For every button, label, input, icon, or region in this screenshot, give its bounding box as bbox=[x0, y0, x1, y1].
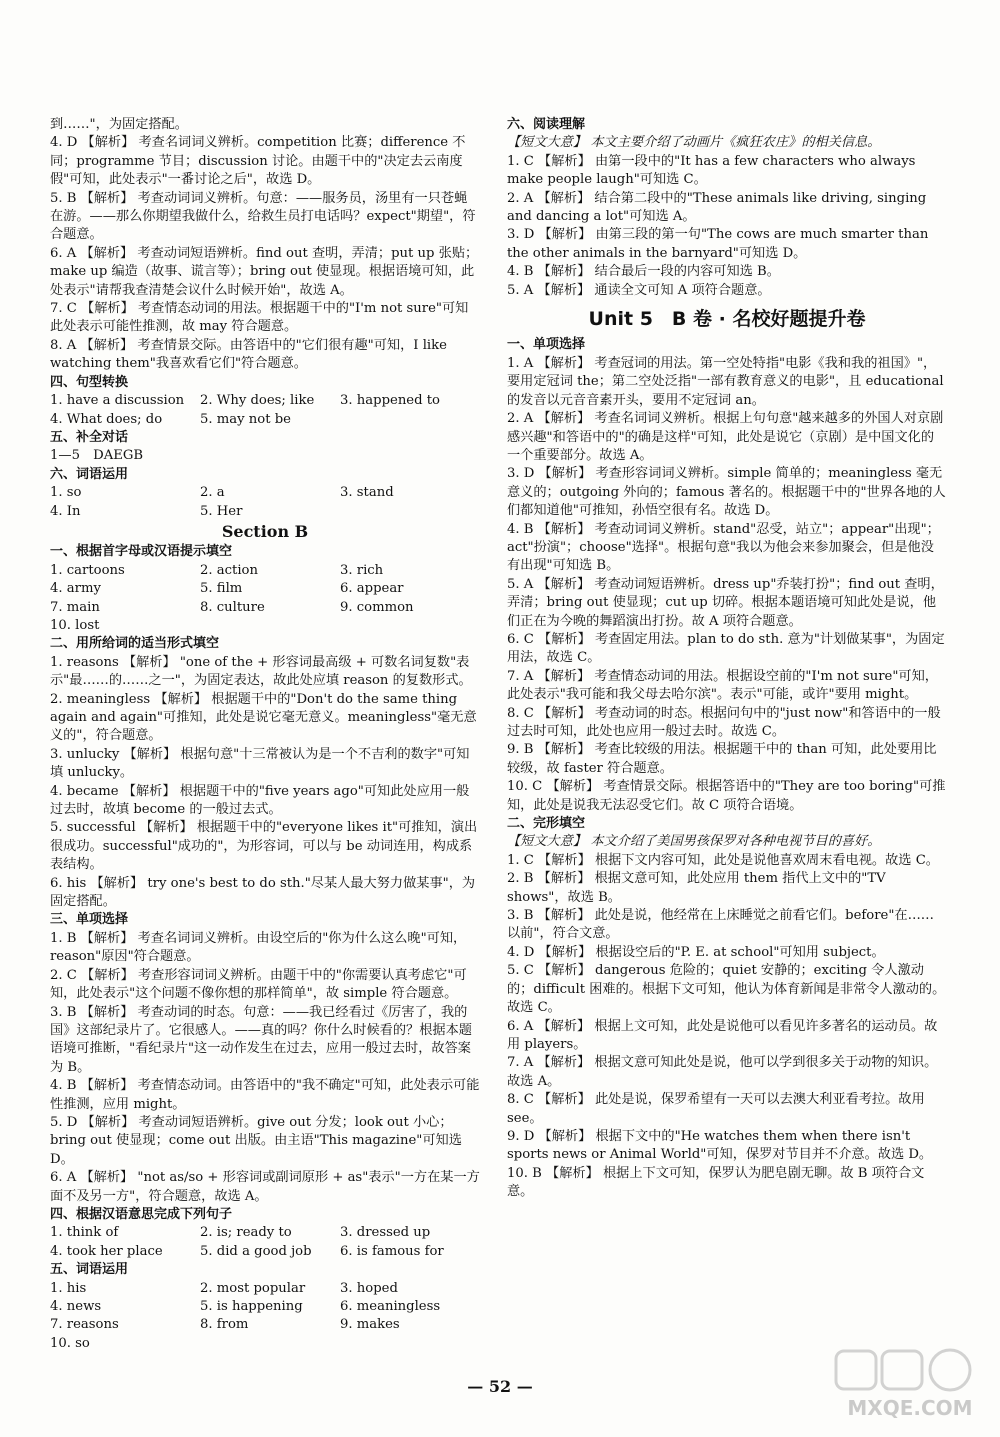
section-heading: 六、词语运用 bbox=[50, 466, 129, 482]
answer-paragraph: 3. B 【解析】 考查动词的时态。句意：——我已经看过《厉害了，我的国》这部纪录片了。它很感人。——真的吗？你什么时候看的？根据本题语境可推断，"看纪录片"这一动作发生在过去，应用一般过去时，故答案为 B。 bbox=[50, 1004, 472, 1075]
answer-paragraph: 10. B 【解析】 根据上下文可知，保罗认为肥皂剧无聊。故 B 项符合文意。 bbox=[507, 1165, 925, 1200]
answer-item: 1. so bbox=[50, 485, 82, 501]
answer-item bbox=[340, 1335, 480, 1353]
answer-paragraph: 2. meaningless 【解析】 根据题干中的"Don't do the same thing again and again"可推知，此处是说它毫无意义。meaningless"毫无意义的"，符合题意。 bbox=[50, 691, 477, 744]
answer-paragraph: 1. C 【解析】 由第一段中的"It has a few characters who always make people laugh"可知选 C。 bbox=[507, 153, 916, 188]
answer-paragraph: 9. B 【解析】 考查比较级的用法。根据题干中的 than 可知，此处要用比较级，故 faster 符合题意。 bbox=[507, 742, 937, 776]
svg-text:MXQE.COM: MXQE.COM bbox=[847, 1396, 973, 1420]
answer-paragraph: 3. D 【解析】 由第三段的第一句"The cows are much smarter than the other animals in the barnyard"可知选 D。 bbox=[507, 227, 929, 261]
answer-item: 4. army bbox=[50, 581, 101, 597]
answer-paragraph: 6. C 【解析】 考查固定用法。plan to do sth. 意为"计划做某事"，为固定用法，故选 C。 bbox=[507, 631, 945, 666]
answer-item: 2. Why does; like bbox=[200, 393, 315, 409]
answer-item: 7. main bbox=[50, 599, 100, 615]
answer-item: 8. from bbox=[200, 1317, 249, 1333]
answer-row bbox=[50, 411, 480, 429]
answer-row bbox=[50, 1224, 480, 1242]
answer-item: 5. may not be bbox=[200, 411, 291, 427]
answer-row bbox=[50, 1335, 480, 1353]
answer-item: 5. did a good job bbox=[200, 1243, 312, 1259]
answer-paragraph: 4. became 【解析】 根据题干中的"five years ago"可知此处应用一般过去时，故填 become 的一般过去式。 bbox=[50, 783, 470, 818]
answer-paragraph: 5. D 【解析】 考查动词短语辨析。give out 分发；look out 小心；bring out 使显现；come out 出版。由主语"This magazine"可知选 D。 bbox=[50, 1114, 462, 1167]
answer-paragraph: 7. A 【解析】 考查情态动词的用法。根据设空前的"I'm not sure"可知，此处表示"我可能和我父母去哈尔滨"。表示"可能，或许"要用 might。 bbox=[507, 668, 938, 703]
answer-item: 5. is happening bbox=[200, 1299, 303, 1314]
answer-item: 5. film bbox=[200, 581, 243, 597]
answer-row bbox=[50, 1316, 480, 1334]
watermark-logo bbox=[830, 1345, 990, 1425]
answer-row bbox=[50, 580, 480, 598]
answer-item: 9. makes bbox=[340, 1317, 400, 1333]
answer-paragraph: 8. C 【解析】 此处是说，保罗希望有一天可以去澳大利亚看考拉。故用 see。 bbox=[507, 1092, 925, 1126]
answer-row bbox=[50, 484, 480, 521]
answer-item: 3. happened to bbox=[340, 393, 440, 409]
answer-item: 10. so bbox=[50, 1335, 90, 1351]
passage-summary: 【短文大意】 本文介绍了美国男孩保罗对各种电视节目的喜好。 bbox=[507, 834, 881, 850]
section-heading: 二、完形填空 bbox=[507, 816, 586, 832]
answer-paragraph: 6. A 【解析】 "not as/so + 形容词或副词原形 + as"表示"一方在某一方面不及另一方"，符合题意，故选 A。 bbox=[50, 1170, 480, 1204]
answer-row bbox=[50, 617, 480, 635]
answer-paragraph: 6. his 【解析】 try one's best to do sth."尽某人最大努力做某事"，为固定搭配。 bbox=[50, 875, 476, 910]
answer-item: 1. have a discussion bbox=[50, 393, 185, 409]
answer-item: 2. a bbox=[200, 485, 225, 501]
answer-item: 4. news bbox=[50, 1299, 102, 1314]
answer-paragraph: 4. B 【解析】 结合最后一段的内容可知选 B。 bbox=[507, 264, 780, 280]
answer-paragraph: 3. unlucky 【解析】 根据句意"十三常被认为是一个不吉利的数字"可知填 unlucky。 bbox=[50, 746, 470, 781]
answer-paragraph: 5. A 【解析】 考查动词短语辨析。dress up"乔装打扮"；find out 查明，弄清；bring out 使显现；cut up 切碎。根据本题语境可知此处是说，他们正在为今晚的舞蹈演出打扮。故 A 项符合题意。 bbox=[507, 576, 944, 629]
answer-item: 1. think of bbox=[50, 1225, 119, 1241]
answer-paragraph: 3. D 【解析】 考查形容词词义辨析。simple 简单的；meaningless 毫无意义的；outgoing 外向的；famous 著名的。根据题干中的"世界各地的人们都知道他"可推知，孙悟空很有名。故选 D。 bbox=[507, 466, 946, 519]
answer-paragraph: 9. D 【解析】 根据下文中的"He watches them when there isn't sports news or Animal World"可知，保罗对节目并不介意。故选 D。 bbox=[507, 1128, 933, 1163]
section-heading: 二、用所给词的适当形式填空 bbox=[50, 636, 220, 652]
right-column bbox=[507, 116, 947, 1202]
section-heading: 三、单项选择 bbox=[50, 912, 129, 928]
answer-row bbox=[50, 1298, 480, 1316]
answer-paragraph: 1. A 【解析】 考查冠词的用法。第一空处特指"电影《我和我的祖国》"，要用定冠词 the；第二空处泛指"一部有教育意义的电影"，且 educational 的发音以元音音素开头，要用不定冠词 an。 bbox=[507, 355, 944, 408]
answer-item: 1. his bbox=[50, 1280, 87, 1296]
unit-title: Unit 5 B 卷 · 名校好题提升卷 bbox=[588, 308, 866, 331]
answer-paragraph: 7. A 【解析】 根据文意可知此处是说，他可以学到很多关于动物的知识。故选 A。 bbox=[507, 1055, 938, 1089]
answer-item: 6. is famous for bbox=[340, 1243, 444, 1259]
section-title: Section B bbox=[221, 521, 309, 541]
answer-item: 2. most popular bbox=[200, 1280, 306, 1296]
section-heading: 五、词语运用 bbox=[50, 1262, 129, 1278]
answer-row bbox=[50, 1243, 480, 1261]
answer-paragraph: 5. successful 【解析】 根据题干中的"everyone likes it"可推知，演出很成功。successful"成功的"，为形容词，可以与 be 动词连用，构成系表结构。 bbox=[50, 820, 478, 873]
answer-item bbox=[200, 617, 340, 635]
answer-paragraph: 4. B 【解析】 考查情态动词。由答语中的"我不确定"可知，此处表示可能性推测，应用 might。 bbox=[50, 1078, 480, 1112]
section-heading: 一、单项选择 bbox=[507, 337, 586, 353]
answer-item bbox=[340, 411, 480, 429]
answer-paragraph: 3. B 【解析】 此处是说，他经常在上床睡觉之前看它们。before"在……以前"，符合文意。 bbox=[507, 908, 934, 942]
answer-item: 2. is; ready to bbox=[200, 1225, 292, 1241]
answer-item bbox=[200, 1335, 340, 1353]
section-heading: 六、阅读理解 bbox=[507, 117, 586, 132]
section-heading: 四、句型转换 bbox=[50, 374, 129, 390]
answer-paragraph: 1. reasons 【解析】 "one of the + 形容词最高级 + 可数名词复数"表示"最……的……之一"，为固定表达，故此处应填 reason 的复数形式。 bbox=[50, 654, 472, 689]
answer-row bbox=[50, 599, 480, 617]
answer-paragraph: 6. A 【解析】 考查动词短语辨析。find out 查明，弄清；put up 张贴；make up 编造（故事、谎言等）；bring out 使显现。根据语境可知，此处表示"请帮我查清楚会议什么时候开始"，故选 A。 bbox=[50, 245, 479, 298]
answer-paragraph: 1. B 【解析】 考查名词词义辨析。由设空后的"你为什么这么晚"可知，reason"原因"符合题意。 bbox=[50, 930, 467, 965]
answer-paragraph: 1. C 【解析】 根据下文内容可知，此处是说他喜欢周末看电视。故选 C。 bbox=[507, 852, 939, 868]
answer-paragraph: 2. A 【解析】 结合第二段中的"These animals like driving, singing and dancing a lot"可知选 A。 bbox=[507, 190, 927, 225]
answer-item: 5. Her bbox=[200, 503, 243, 519]
answer-item: 4. What does; do bbox=[50, 411, 163, 427]
answer-item: 3. rich bbox=[340, 562, 384, 578]
answer-paragraph: 5. B 【解析】 考查动词词义辨析。句意：——服务员，汤里有一只苍蝇在游。——那么你期望我做什么，给救生员打电话吗？expect"期望"，符合题意。 bbox=[50, 190, 476, 243]
answer-paragraph: 2. C 【解析】 考查形容词词义辨析。由题干中的"你需要认真考虑它"可知，此处表示"这个问题不像你想的那样简单"，故 simple 符合题意。 bbox=[50, 967, 467, 1002]
page-number: — 52 — bbox=[467, 1377, 533, 1396]
passage-summary: 【短文大意】 本文主要介绍了动画片《疯狂农庄》的相关信息。 bbox=[507, 135, 881, 151]
answer-paragraph: 2. B 【解析】 根据文意可知，此处应用 them 指代上文中的"TV shows"，故选 B。 bbox=[507, 871, 886, 905]
answer-paragraph: 8. C 【解析】 考查动词的时态。根据问句中的"just now"和答语中的一般过去时可知，此处也应用一般过去时。故选 C。 bbox=[507, 705, 941, 739]
answer-item: 8. culture bbox=[200, 599, 265, 615]
answer-paragraph: 4. D 【解析】 根据设空后的"P. E. at school"可知用 subject。 bbox=[507, 944, 885, 960]
answer-paragraph: 4. B 【解析】 考查动词词义辨析。stand"忍受，站立"；appear"出现"；act"扮演"；choose"选择"。根据句意"我以为他会来参加聚会，但是他没有出现"可知选 B。 bbox=[507, 521, 940, 574]
answer-row bbox=[50, 562, 480, 580]
answer-item: 3. hoped bbox=[340, 1280, 398, 1296]
answer-row bbox=[50, 1280, 480, 1298]
answer-paragraph: 10. C 【解析】 考查情景交际。根据答语中的"They are too boring"可推知，此处是说我无法忍受它们。故 C 项符合语境。 bbox=[507, 779, 946, 813]
answer-row bbox=[50, 392, 480, 410]
answer-item: 4. In bbox=[50, 503, 81, 519]
section-heading: 五、补全对话 bbox=[50, 429, 129, 445]
answer-paragraph: 8. A 【解析】 考查情景交际。由答语中的"它们很有趣"可知，I like watching them"我喜欢看它们"符合题意。 bbox=[50, 337, 447, 372]
answer-paragraph: 6. A 【解析】 根据上文可知，此处是说他可以看见许多著名的运动员。故用 players。 bbox=[507, 1018, 938, 1052]
left-column bbox=[50, 116, 480, 1353]
section-heading: 四、根据汉语意思完成下列句子 bbox=[50, 1206, 233, 1222]
answer-item: 7. reasons bbox=[50, 1317, 119, 1333]
answer-item: 10. lost bbox=[50, 617, 100, 633]
answer-item: 1. cartoons bbox=[50, 562, 125, 578]
answer-item: 6. meaningless bbox=[340, 1299, 441, 1314]
answer-paragraph: 到……"，为固定搭配。 bbox=[50, 117, 188, 132]
answer-paragraph: 5. C 【解析】 dangerous 危险的；quiet 安静的；exciting 令人激动的；difficult 困难的。根据下文可知，他认为体育新闻是非常令人激动的。故选 C。 bbox=[507, 963, 946, 1016]
answer-item bbox=[340, 617, 480, 635]
answer-item: 2. action bbox=[200, 562, 258, 578]
answer-item: 3. dressed up bbox=[340, 1225, 431, 1241]
answer-paragraph: 4. D 【解析】 考查名词词义辨析。competition 比赛；difference 不同；programme 节目；discussion 讨论。由题干中的"决定去云南度假"可知，此处表示"一番讨论之后"，故选 D。 bbox=[50, 135, 466, 188]
answer-item: 6. appear bbox=[340, 581, 404, 597]
answer-item: 9. common bbox=[340, 599, 414, 615]
answer-paragraph: 5. A 【解析】 通读全文可知 A 项符合题意。 bbox=[507, 282, 771, 298]
answer-paragraph: 7. C 【解析】 考查情态动词的用法。根据题干中的"I'm not sure"可知此处表示可能性推测，故 may 符合题意。 bbox=[50, 301, 469, 335]
answer-paragraph: 2. A 【解析】 考查名词词义辨析。根据上句句意"越来越多的外国人对京剧感兴趣"和答语中的"的确是这样"可知，此处是说它（京剧）是中国文化的一个重要部分。故选 A。 bbox=[507, 411, 944, 463]
answer-paragraph: 1—5 DAEGB bbox=[50, 448, 144, 464]
section-heading: 一、根据首字母或汉语提示填空 bbox=[50, 544, 233, 560]
answer-item: 3. stand bbox=[340, 485, 394, 501]
answer-item: 4. took her place bbox=[50, 1243, 163, 1259]
